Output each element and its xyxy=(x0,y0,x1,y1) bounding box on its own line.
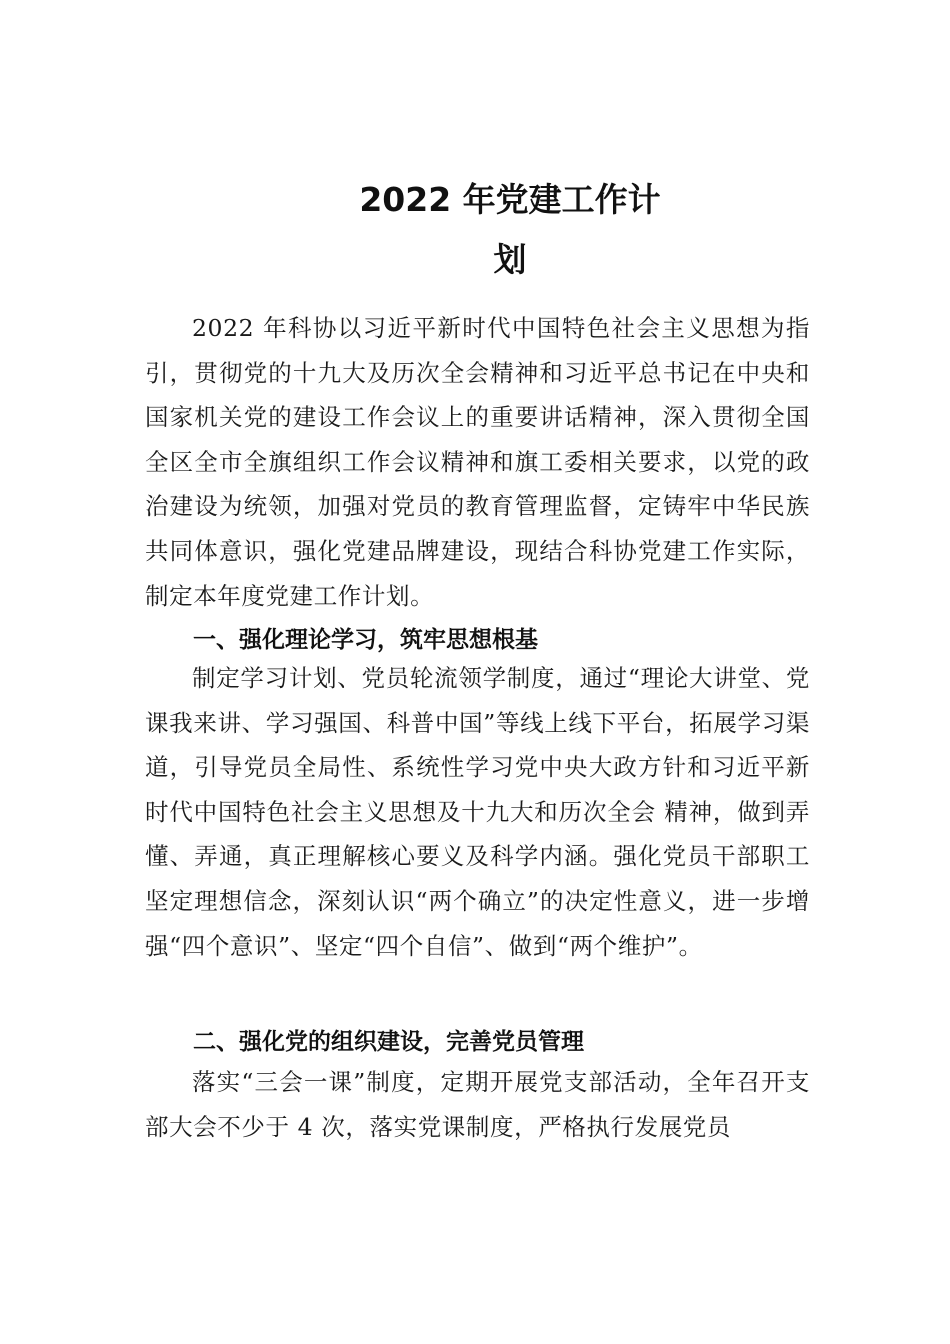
section-1-paragraph: 制定学习计划、党员轮流领学制度，通过“理论大讲堂、党课我来讲、学习强国、科普中国”等线上线下平台，拓展学习渠道，引导党员全局性、系统性学习党中央大政方针和习近平新时代中国特色社会主义思想及十九大和历次全会 精神，做到弄懂、弄通，真正理解核心要义及科学内涵。强化党员干部职工坚定理想信念，深刻认识“两个确立”的决定性意义，进一步增强“四个意识”、坚定“四个自信”、做到“两个维护”。 xyxy=(145,664,810,960)
intro-paragraph: 2022 年科协以习近平新时代中国特色社会主义思想为指引，贯彻党的十九大及历次全会精神和习近平总书记在中央和国家机关党的建设工作会议上的重要讲话精神，深入贯彻全国全区全市全旗组织工作会议精神和旗工委相关要求，以党的政治建设为统领，加强对党员的教育管理监督，定铸牢中华民族共同体意识，强化党建品牌建设，现结合科协党建工作实际，制定本年度党建工作计划。 xyxy=(145,314,810,610)
section-2-paragraph: 落实“三会一课”制度，定期开展党支部活动，全年召开支部大会不少于 4 次，落实党课制度，严格执行发展党员 xyxy=(145,1068,810,1141)
section-2-heading: 二、强化党的组织建设，完善党员管理 xyxy=(193,1029,584,1055)
document-title-line-2: 划 xyxy=(493,240,527,279)
section-1-heading: 一、强化理论学习，筑牢思想根基 xyxy=(193,627,538,653)
document-title-line-1: 2022 年党建工作计 xyxy=(359,180,661,219)
